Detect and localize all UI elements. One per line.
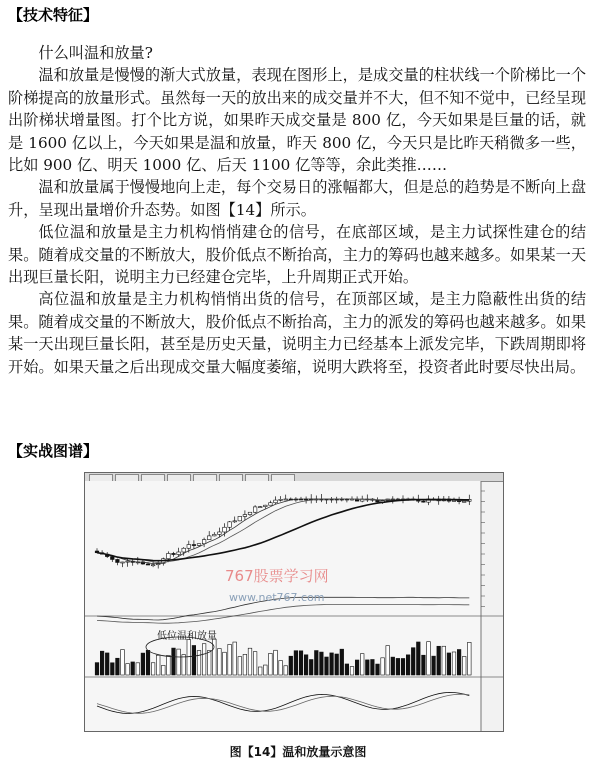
- candle-body: [126, 561, 130, 562]
- volume-bar: [264, 665, 268, 675]
- volume-bar: [437, 646, 441, 675]
- candle-body: [187, 545, 191, 549]
- volume-bar: [248, 648, 252, 675]
- volume-bar: [325, 657, 329, 675]
- volume-bar: [269, 653, 273, 675]
- volume-bar: [207, 651, 211, 675]
- volume-bar: [457, 650, 461, 675]
- volume-bar: [417, 642, 421, 675]
- volume-bar: [371, 659, 375, 675]
- volume-bar: [126, 664, 130, 675]
- candle-body: [223, 527, 227, 532]
- figure-caption: 图【14】温和放量示意图: [229, 745, 367, 759]
- volume-bar: [218, 649, 222, 675]
- volume-bar: [238, 657, 242, 675]
- watermark-logo: 767股票学习网: [225, 567, 329, 585]
- chart-canvas: [85, 481, 503, 731]
- candle-body: [218, 532, 222, 534]
- volume-bar: [228, 644, 232, 675]
- volume-bar: [116, 658, 120, 675]
- volume-bar: [192, 645, 196, 675]
- volume-bar: [335, 654, 339, 675]
- volume-bar: [100, 651, 104, 675]
- volume-bar: [462, 656, 466, 675]
- candle-body: [462, 501, 466, 502]
- candle-body: [202, 540, 206, 544]
- candle-body: [253, 507, 257, 512]
- volume-bar: [151, 663, 155, 675]
- stock-chart-figure: [84, 472, 504, 732]
- volume-bar: [187, 640, 191, 675]
- candle-body: [146, 564, 150, 565]
- volume-bar: [253, 652, 257, 675]
- volume-bar: [396, 658, 400, 675]
- volume-bar: [131, 662, 135, 675]
- candle-body: [258, 507, 262, 508]
- candle-body: [228, 522, 232, 527]
- candle-body: [243, 515, 247, 517]
- volume-bar: [167, 655, 171, 675]
- volume-bar: [243, 654, 247, 675]
- volume-bar: [304, 655, 308, 675]
- volume-bar: [427, 642, 431, 675]
- candle-body: [422, 501, 426, 502]
- volume-bar: [422, 655, 426, 675]
- candle-body: [238, 516, 242, 520]
- volume-bar: [309, 660, 313, 675]
- candle-body: [197, 544, 201, 546]
- candle-body: [121, 562, 125, 563]
- paragraph-4: 高位温和放量是主力机构悄悄出货的信号，在顶部区域，是主力隐蔽性出货的结果。随着成交量的不断放大，股价低点不断抬高，主力的派发的筹码也越来越多。如果某一天出现巨量长阳，甚至是历史天量，说明主力已经基本上派发完毕，下跌周期即将开始。如果天量之后出现成交量大幅度萎缩，说明大跌将至，投资者此时要尽快出局。: [8, 290, 586, 376]
- volume-bar: [447, 653, 451, 675]
- candle-body: [248, 512, 252, 514]
- section-title-chart-examples: 【实战图谱】: [8, 442, 99, 460]
- volume-bar: [136, 663, 140, 675]
- volume-bar: [177, 649, 181, 675]
- question-line: 什么叫温和放量?: [38, 44, 153, 62]
- candle-body: [233, 521, 237, 522]
- candle-body: [274, 500, 278, 503]
- volume-bar: [381, 658, 385, 675]
- volume-bar: [289, 656, 293, 675]
- volume-bar: [366, 660, 370, 675]
- candle-body: [111, 557, 115, 560]
- volume-bar: [442, 646, 446, 675]
- volume-bar: [320, 652, 324, 675]
- candle-body: [207, 536, 211, 540]
- volume-bar: [432, 656, 436, 675]
- volume-bar: [294, 651, 298, 675]
- section-title-tech-features: 【技术特征】: [8, 6, 99, 24]
- paragraph-1: 温和放量是慢慢的渐大式放量，表现在图形上，是成交量的柱状线一个阶梯比一个阶梯提高的放量形式。虽然每一天的放出来的成交量并不大，但不知不觉中，已经呈现出阶梯状增量图。打个比方说，如果昨天成交量是 800 亿，今天如果是巨量的话，就是 1600 亿以上，今天如果是温和放量，昨天 800 亿，今天只是比昨天稍微多一些，比如 900 亿、明天 1000 亿、后天 1100 亿等等，余此类推……: [8, 66, 586, 175]
- annotation-label: 低位温和放量: [157, 631, 217, 642]
- volume-bar: [468, 642, 472, 675]
- volume-bar: [315, 651, 319, 675]
- candle-body: [264, 505, 268, 506]
- volume-bar: [345, 664, 349, 675]
- volume-bar: [162, 665, 166, 675]
- candle-body: [192, 545, 196, 546]
- volume-bar: [340, 649, 344, 675]
- candle-body: [167, 553, 171, 558]
- candle-body: [284, 499, 288, 500]
- right-axis: [481, 491, 485, 607]
- volume-bar: [121, 650, 125, 675]
- volume-bar: [182, 655, 186, 675]
- volume-bar: [233, 642, 237, 675]
- watermark-url: www.net767.com: [229, 591, 325, 604]
- article-body: [8, 42, 586, 378]
- volume-bar: [391, 657, 395, 675]
- volume-bar: [284, 666, 288, 675]
- volume-bar: [452, 652, 456, 675]
- paragraph-2: 温和放量属于慢慢地向上走，每个交易日的涨幅都大，但是总的趋势是不断向上盘升，呈现出量增价升态势。如图【14】所示。: [8, 178, 586, 219]
- volume-bar: [95, 663, 99, 675]
- volume-bar: [172, 648, 176, 675]
- volume-bar: [401, 658, 405, 675]
- candle-body: [213, 534, 217, 535]
- volume-bar: [202, 644, 206, 675]
- volume-bar: [376, 664, 380, 675]
- candle-body: [151, 565, 155, 566]
- paragraph-3: 低位温和放量是主力机构悄悄建仓的信号，在底部区域，是主力试探性建仓的结果。随着成交量的不断放大，股价低点不断抬高，主力的筹码也越来越多。如果某一天出现巨量长阳，说明主力已经建仓完毕，上升周期正式开始。: [8, 223, 586, 287]
- volume-bar: [355, 660, 359, 675]
- volume-bar: [330, 653, 334, 675]
- volume-bar: [105, 653, 109, 675]
- volume-bar: [141, 653, 145, 675]
- candle-body: [116, 559, 120, 562]
- volume-bar: [146, 650, 150, 675]
- volume-bar: [411, 648, 415, 675]
- volume-bar: [279, 661, 283, 675]
- volume-bar: [223, 652, 227, 675]
- volume-bar: [156, 655, 160, 675]
- volume-bar: [350, 667, 354, 675]
- candle-body: [182, 548, 186, 552]
- volume-bar: [111, 663, 115, 675]
- candle-body: [177, 552, 181, 555]
- volume-bar: [386, 646, 390, 675]
- volume-bar: [258, 667, 262, 675]
- candle-body: [269, 503, 273, 505]
- volume-bar: [360, 654, 364, 675]
- volume-bar: [406, 655, 410, 675]
- volume-bar: [299, 651, 303, 675]
- volume-bar: [274, 650, 278, 675]
- candle-body: [172, 553, 176, 554]
- volume-bar: [197, 651, 201, 675]
- candle-body: [279, 499, 283, 500]
